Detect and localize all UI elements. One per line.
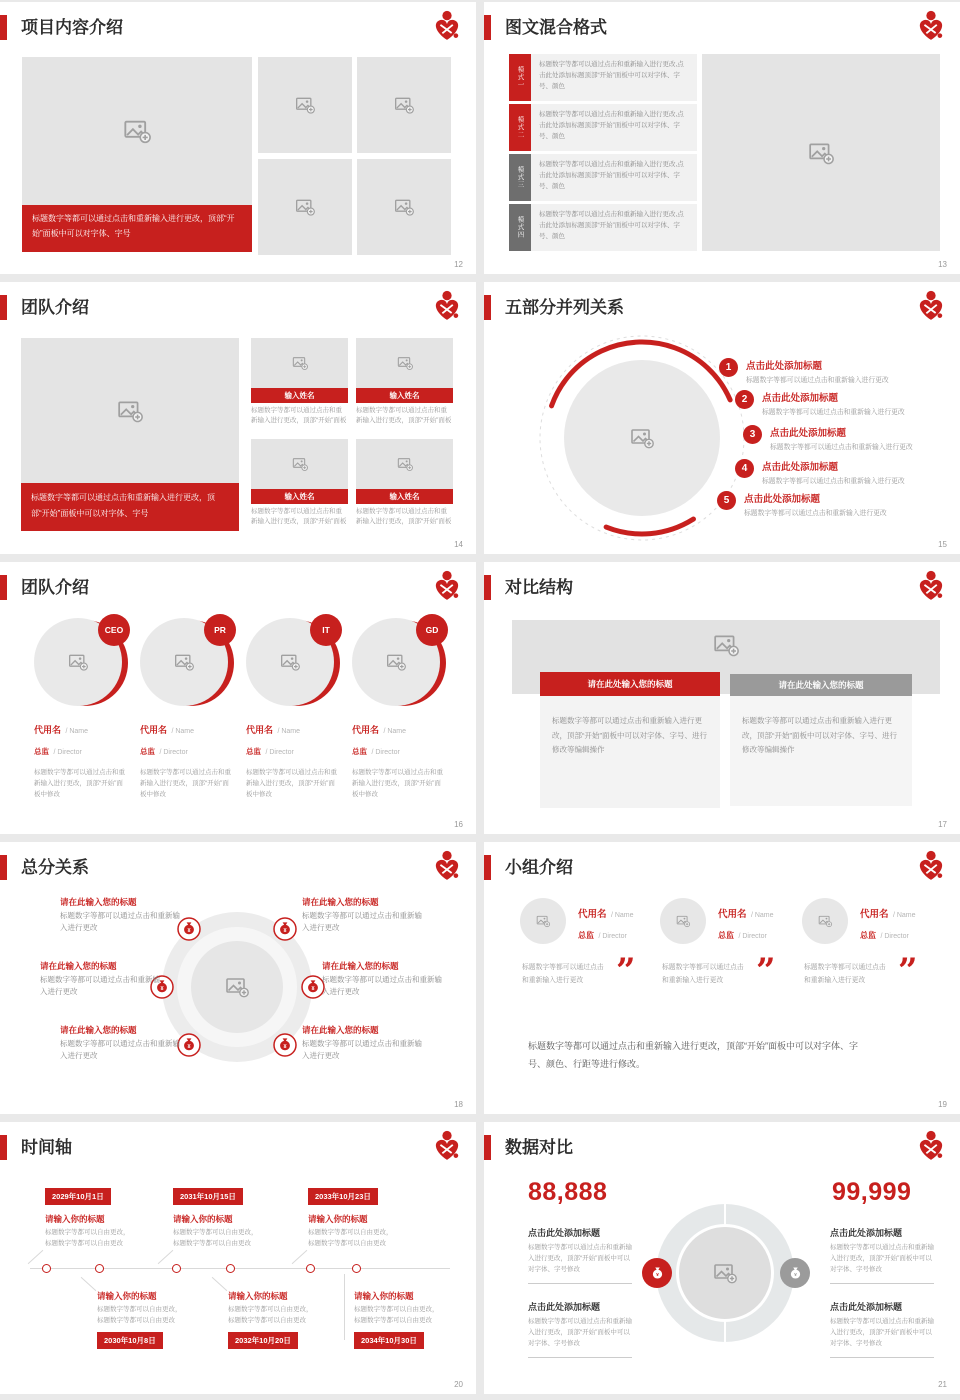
- avatar: [520, 898, 566, 944]
- item-title: 点击此处添加标题: [746, 361, 823, 372]
- list-item: [735, 459, 905, 485]
- member-text: 标题数字等都可以通过点击和重新输入进行更改，顶部“开始”面板: [251, 508, 347, 526]
- caption-banner: 标题数字等都可以通过点击和重新输入进行更改，顶部“开始”面板中可以对字体、字号: [21, 483, 239, 531]
- mode-tab-4: 模式四: [509, 204, 531, 251]
- member-text: 标题数字等都可以通过点击和重新输入进行更改: [662, 964, 744, 984]
- member-role: 总监: [352, 747, 367, 756]
- quote-icon: ”: [898, 951, 918, 991]
- item-body: 标题数字等都可以通过点击和重新输入进行更改: [762, 478, 905, 485]
- member-text: 标题数字等都可以通过点击和重新输入进行更改，顶部“开始”面板中修改: [352, 769, 443, 799]
- svg-text:¥: ¥: [283, 927, 287, 934]
- image-placeholder-icon: [68, 652, 88, 672]
- image-placeholder: [258, 57, 352, 153]
- number-badge: 1: [719, 358, 738, 377]
- avatar: [140, 618, 228, 706]
- page-number: 13: [938, 260, 947, 269]
- timeline-event: 2029年10月1日 请输入你的标题 标题数字等都可以自由更改， 标题数字等都可以自由更改: [45, 1186, 137, 1249]
- number-badge: 2: [735, 390, 754, 409]
- compare-header-left: 请在此处输入您的标题: [540, 672, 720, 696]
- brand-logo-icon: [430, 569, 464, 603]
- branch-item: 请在此输入您的标题 标题数字等都可以通过点击和重新输入进行更改: [302, 1025, 422, 1061]
- title-accent-bar: [0, 575, 7, 600]
- timeline-connector: [344, 1274, 345, 1340]
- item-title: 点击此处添加标题: [762, 393, 839, 404]
- title-accent-bar: [0, 1135, 7, 1160]
- item-title: 点击此处添加标题: [762, 462, 839, 473]
- list-item: [717, 491, 887, 517]
- timeline-dot: [306, 1264, 315, 1273]
- stat-icon-right: [780, 1258, 810, 1288]
- item-title: 点击此处添加标题: [770, 428, 847, 439]
- image-placeholder-icon: [676, 914, 690, 928]
- member-text: 标题数字等都可以通过点击和重新输入进行更改: [804, 964, 886, 984]
- team-member: PR 代用名 / Name 总监 / Director 标题数字等都可以通过点击和重新输入进行更改，顶部“开始”面板中修改: [140, 618, 240, 800]
- image-placeholder-icon: [295, 95, 315, 115]
- name-bar: 输入姓名: [251, 489, 348, 504]
- stat-icon-left: [642, 1258, 672, 1288]
- brand-logo-icon: [430, 289, 464, 323]
- page-number: 16: [454, 820, 463, 829]
- event-title: 请输入你的标题: [97, 1291, 157, 1301]
- slide-title: 五部分并列关系: [505, 298, 624, 317]
- member-name: 代用名: [860, 909, 889, 920]
- member-card: [251, 439, 348, 528]
- event-title: 请输入你的标题: [308, 1214, 368, 1224]
- team-member: CEO 代用名 / Name 总监 / Director 标题数字等都可以通过点击和重新输入进行更改，顶部“开始”面板中修改: [34, 618, 134, 800]
- image-placeholder-icon: [225, 975, 249, 999]
- event-date: 2032年10月20日: [228, 1332, 298, 1349]
- image-placeholder: [22, 57, 252, 205]
- avatar: [802, 898, 848, 944]
- slide-title: 对比结构: [505, 578, 573, 597]
- item-body: 标题数字等都可以通过点击和重新输入进行更改: [762, 409, 905, 416]
- title-accent-bar: [484, 1135, 491, 1160]
- image-placeholder-icon: [630, 426, 654, 450]
- page-number: 14: [454, 540, 463, 549]
- list-item: [719, 358, 889, 384]
- quote-icon: ”: [616, 951, 636, 991]
- page-number: 21: [938, 1380, 947, 1389]
- page-number: 12: [454, 260, 463, 269]
- member-text: 标题数字等都可以通过点击和重新输入进行更改，顶部“开始”面板: [356, 508, 452, 526]
- slide-title: 图文混合格式: [505, 18, 607, 37]
- image-placeholder: [357, 159, 451, 255]
- title-accent-bar: [484, 15, 491, 40]
- page-number: 15: [938, 540, 947, 549]
- slide-12[interactable]: [0, 2, 476, 274]
- brand-logo-icon: [914, 1129, 948, 1163]
- title-accent-bar: [484, 295, 491, 320]
- slide-13[interactable]: [484, 2, 960, 274]
- mode-tab-2: 模式二: [509, 104, 531, 151]
- image-placeholder-icon: [295, 197, 315, 217]
- member-name: 代用名: [578, 909, 607, 920]
- item-body: 标题数字等都可以通过点击和重新输入进行更改: [770, 444, 913, 451]
- role-badge: CEO: [98, 614, 130, 646]
- image-placeholder: [357, 57, 451, 153]
- svg-text:¥: ¥: [187, 927, 191, 934]
- caption-banner: 标题数字等都可以通过点击和重新输入进行更改，顶部“开始”面板中可以对字体、字号: [22, 205, 252, 252]
- image-placeholder-icon: [123, 117, 151, 145]
- svg-text:¥: ¥: [793, 1272, 797, 1278]
- slide-16[interactable]: [0, 562, 476, 834]
- member-name: 代用名: [352, 725, 380, 735]
- brand-logo-icon: [914, 9, 948, 43]
- member-name: 代用名: [246, 725, 274, 735]
- event-title: 请输入你的标题: [354, 1291, 414, 1301]
- footer-paragraph: 标题数字等都可以通过点击和重新输入进行更改，顶部“开始”面板中可以对字体、字号、颜色、行距等进行修改。: [528, 1041, 858, 1069]
- stat-number-left: 88,888: [528, 1178, 608, 1206]
- branch-item: 请在此输入您的标题 标题数字等都可以通过点击和重新输入进行更改: [322, 961, 442, 997]
- member-card: [356, 439, 453, 528]
- member-text: 标题数字等都可以通过点击和重新输入进行更改，顶部“开始”面板: [251, 407, 347, 425]
- compare-header-right: 请在此处输入您的标题: [730, 674, 912, 696]
- timeline-dot: [172, 1264, 181, 1273]
- mode-tab-3: 模式三: [509, 154, 531, 201]
- name-bar: 输入姓名: [356, 388, 453, 403]
- page-number: 17: [938, 820, 947, 829]
- role-badge: IT: [310, 614, 342, 646]
- member-role: 总监: [34, 747, 49, 756]
- timeline-dot: [95, 1264, 104, 1273]
- brand-logo-icon: [914, 289, 948, 323]
- event-date: 2029年10月1日: [45, 1188, 111, 1205]
- branch-item: 请在此输入您的标题 标题数字等都可以通过点击和重新输入进行更改: [60, 1025, 180, 1061]
- avatar: [660, 898, 706, 944]
- title-accent-bar: [0, 15, 7, 40]
- brand-logo-icon: [914, 569, 948, 603]
- mode-text-4: 标题数字等都可以通过点击和重新输入进行更改,点击此处添加标题顶部“开始”面板中可以对字体、字号、颜色: [531, 204, 697, 251]
- member-text: 标题数字等都可以通过点击和重新输入进行更改，顶部“开始”面板: [356, 407, 452, 425]
- timeline-event: 2031年10月15日 请输入你的标题 标题数字等都可以自由更改， 标题数字等都可以自由更改: [173, 1186, 265, 1249]
- name-bar: 输入姓名: [356, 489, 453, 504]
- item-body: 标题数字等都可以通过点击和重新输入进行更改: [744, 510, 887, 517]
- image-placeholder-icon: [397, 456, 413, 472]
- slide-18[interactable]: [0, 842, 476, 1114]
- member-role: 总监: [860, 931, 876, 940]
- member-card: [356, 338, 453, 427]
- slide-title: 总分关系: [21, 858, 89, 877]
- money-hand-icon: [649, 1265, 666, 1282]
- role-badge: PR: [204, 614, 236, 646]
- member-text: 标题数字等都可以通过点击和重新输入进行更改，顶部“开始”面板中修改: [246, 769, 337, 799]
- timeline-connector: [28, 1250, 44, 1264]
- team-member: IT 代用名 / Name 总监 / Director 标题数字等都可以通过点击和重新输入进行更改，顶部“开始”面板中修改: [246, 618, 346, 800]
- brand-logo-icon: [914, 849, 948, 883]
- slide-title: 团队介绍: [21, 298, 89, 317]
- timeline-event: 请输入你的标题 标题数字等都可以自由更改， 标题数字等都可以自由更改 2032年10月20日: [228, 1290, 320, 1349]
- image-placeholder: [21, 338, 239, 483]
- image-placeholder: [702, 54, 940, 251]
- member-name: 代用名: [34, 725, 62, 735]
- event-title: 请输入你的标题: [228, 1291, 288, 1301]
- image-placeholder: [258, 159, 352, 255]
- money-bag-icon: [273, 917, 297, 941]
- timeline-connector: [158, 1250, 174, 1264]
- timeline-connector: [292, 1250, 308, 1264]
- avatar: [34, 618, 122, 706]
- title-accent-bar: [484, 855, 491, 880]
- image-placeholder-icon: [394, 197, 414, 217]
- avatar: [352, 618, 440, 706]
- stat-block: 点击此处添加标题 标题数字等都可以通过点击和重新输入进行更改，顶部“开始”面板中可以对字体、字号修改: [830, 1226, 934, 1284]
- image-placeholder-icon: [397, 355, 413, 371]
- image-placeholder-icon: [280, 652, 300, 672]
- image-placeholder-icon: [292, 456, 308, 472]
- list-item: [743, 425, 913, 451]
- member-role: 总监: [578, 931, 594, 940]
- event-date: 2034年10月30日: [354, 1332, 424, 1349]
- branch-item: 请在此输入您的标题 标题数字等都可以通过点击和重新输入进行更改: [302, 897, 422, 933]
- number-badge: 5: [717, 491, 736, 510]
- brand-logo-icon: [430, 9, 464, 43]
- image-placeholder-icon: [117, 398, 143, 424]
- slide-15[interactable]: [484, 282, 960, 554]
- image-placeholder-icon: [292, 355, 308, 371]
- image-placeholder-icon: [713, 1261, 737, 1285]
- slide-14[interactable]: [0, 282, 476, 554]
- slide-title: 数据对比: [505, 1138, 573, 1157]
- page-number: 19: [938, 1100, 947, 1109]
- page-number: 20: [454, 1380, 463, 1389]
- number-badge: 4: [735, 459, 754, 478]
- branch-item: 请在此输入您的标题 标题数字等都可以通过点击和重新输入进行更改: [40, 961, 160, 997]
- member-name: 代用名: [140, 725, 168, 735]
- compare-body-right: 标题数字等都可以通过点击和重新输入进行更改，顶部“开始”面板中可以对字体、字号、进行修改等编辑操作: [730, 696, 912, 806]
- timeline-event: 请输入你的标题 标题数字等都可以自由更改， 标题数字等都可以自由更改 2034年10月30日: [354, 1290, 446, 1349]
- image-placeholder-icon: [818, 914, 832, 928]
- stat-number-right: 99,999: [832, 1178, 912, 1206]
- number-badge: 3: [743, 425, 762, 444]
- slide-20[interactable]: [0, 1122, 476, 1394]
- avatar: [246, 618, 334, 706]
- slide-title: 时间轴: [21, 1138, 72, 1157]
- timeline-event: 2033年10月23日 请输入你的标题 标题数字等都可以自由更改， 标题数字等都可以自由更改: [308, 1186, 400, 1249]
- timeline-dot: [352, 1264, 361, 1273]
- member-role: 总监: [140, 747, 155, 756]
- stat-block: 点击此处添加标题 标题数字等都可以通过点击和重新输入进行更改，顶部“开始”面板中可以对字体、字号修改: [528, 1300, 632, 1358]
- title-accent-bar: [0, 295, 7, 320]
- mode-text-3: 标题数字等都可以通过点击和重新输入进行更改,点击此处添加标题顶部“开始”面板中可以对字体、字号、颜色: [531, 154, 697, 201]
- image-placeholder-icon: [386, 652, 406, 672]
- event-date: 2030年10月8日: [97, 1332, 163, 1349]
- slide-17[interactable]: [484, 562, 960, 834]
- slide-title: 小组介绍: [505, 858, 573, 877]
- image-placeholder: [356, 338, 453, 388]
- timeline-connector: [212, 1277, 228, 1291]
- mode-text-1: 标题数字等都可以通过点击和重新输入进行更改,点击此处添加标题顶部“开始”面板中可以对字体、字号、颜色: [531, 54, 697, 101]
- svg-text:¥: ¥: [311, 985, 315, 992]
- image-placeholder: [251, 338, 348, 388]
- image-placeholder: [251, 439, 348, 489]
- image-placeholder-icon: [536, 914, 550, 928]
- member-name: 代用名: [718, 909, 747, 920]
- money-bag-icon: [273, 1033, 297, 1057]
- slide-19[interactable]: 小组介绍 代用名 / Name 总监 / Director 标题数字等都可以通过点击和重新输入进行更改 ” 代用名 / Name 总监 / Director 标题数字等都可以通过点击和重新输入进行更改 ” 代用名 / Name 总监 / Director 标题数字等都可以通过点击和重新输入进行更改 ” 标题数字等都可以通过点击和重新输入进行更改，顶部“开始”面板中可以对字体、字号、颜色、行距等进行修改。 19: [484, 842, 960, 1114]
- mode-text-2: 标题数字等都可以通过点击和重新输入进行更改,点击此处添加标题顶部“开始”面板中可以对字体、字号、颜色: [531, 104, 697, 151]
- timeline-axis: [30, 1268, 450, 1269]
- item-title: 点击此处添加标题: [744, 494, 821, 505]
- name-bar: 输入姓名: [251, 388, 348, 403]
- stat-block: 点击此处添加标题 标题数字等都可以通过点击和重新输入进行更改，顶部“开始”面板中可以对字体、字号修改: [830, 1300, 934, 1358]
- slide-title: 项目内容介绍: [21, 18, 123, 37]
- timeline-event: 请输入你的标题 标题数字等都可以自由更改， 标题数字等都可以自由更改 2030年10月8日: [97, 1290, 189, 1349]
- member-role: 总监: [246, 747, 261, 756]
- event-title: 请输入你的标题: [173, 1214, 233, 1224]
- team-member: GD 代用名 / Name 总监 / Director 标题数字等都可以通过点击和重新输入进行更改，顶部“开始”面板中修改: [352, 618, 452, 800]
- stat-block: 点击此处添加标题 标题数字等都可以通过点击和重新输入进行更改，顶部“开始”面板中可以对字体、字号修改: [528, 1226, 632, 1284]
- event-date: 2031年10月15日: [173, 1188, 243, 1205]
- member-card: [251, 338, 348, 427]
- svg-text:¥: ¥: [283, 1043, 287, 1050]
- timeline-dot: [226, 1264, 235, 1273]
- image-placeholder-icon: [394, 95, 414, 115]
- compare-body-left: 标题数字等都可以通过点击和重新输入进行更改，顶部“开始”面板中可以对字体、字号、进行修改等编辑操作: [540, 696, 720, 808]
- quote-icon: ”: [756, 951, 776, 991]
- member-role: 总监: [718, 931, 734, 940]
- role-badge: GD: [416, 614, 448, 646]
- image-placeholder: [356, 439, 453, 489]
- item-body: 标题数字等都可以通过点击和重新输入进行更改: [746, 377, 889, 384]
- mode-tab-1: 模式一: [509, 54, 531, 101]
- title-accent-bar: [484, 575, 491, 600]
- image-placeholder-icon: [808, 140, 834, 166]
- image-placeholder-icon: [713, 632, 739, 658]
- list-item: [735, 390, 905, 416]
- title-accent-bar: [0, 855, 7, 880]
- member-text: 标题数字等都可以通过点击和重新输入进行更改，顶部“开始”面板中修改: [140, 769, 231, 799]
- event-date: 2033年10月23日: [308, 1188, 378, 1205]
- brand-logo-icon: [430, 1129, 464, 1163]
- timeline-connector: [81, 1277, 97, 1291]
- page-number: 18: [454, 1100, 463, 1109]
- image-placeholder-icon: [174, 652, 194, 672]
- branch-item: 请在此输入您的标题 标题数字等都可以通过点击和重新输入进行更改: [60, 897, 180, 933]
- svg-text:¥: ¥: [187, 1043, 191, 1050]
- member-text: 标题数字等都可以通过点击和重新输入进行更改: [522, 964, 604, 984]
- brand-logo-icon: [430, 849, 464, 883]
- slide-21[interactable]: [484, 1122, 960, 1394]
- svg-text:¥: ¥: [160, 985, 164, 992]
- event-title: 请输入你的标题: [45, 1214, 105, 1224]
- svg-text:¥: ¥: [655, 1272, 659, 1278]
- money-bag-icon: [787, 1265, 804, 1282]
- member-text: 标题数字等都可以通过点击和重新输入进行更改，顶部“开始”面板中修改: [34, 769, 125, 799]
- timeline-dot: [42, 1264, 51, 1273]
- slide-title: 团队介绍: [21, 578, 89, 597]
